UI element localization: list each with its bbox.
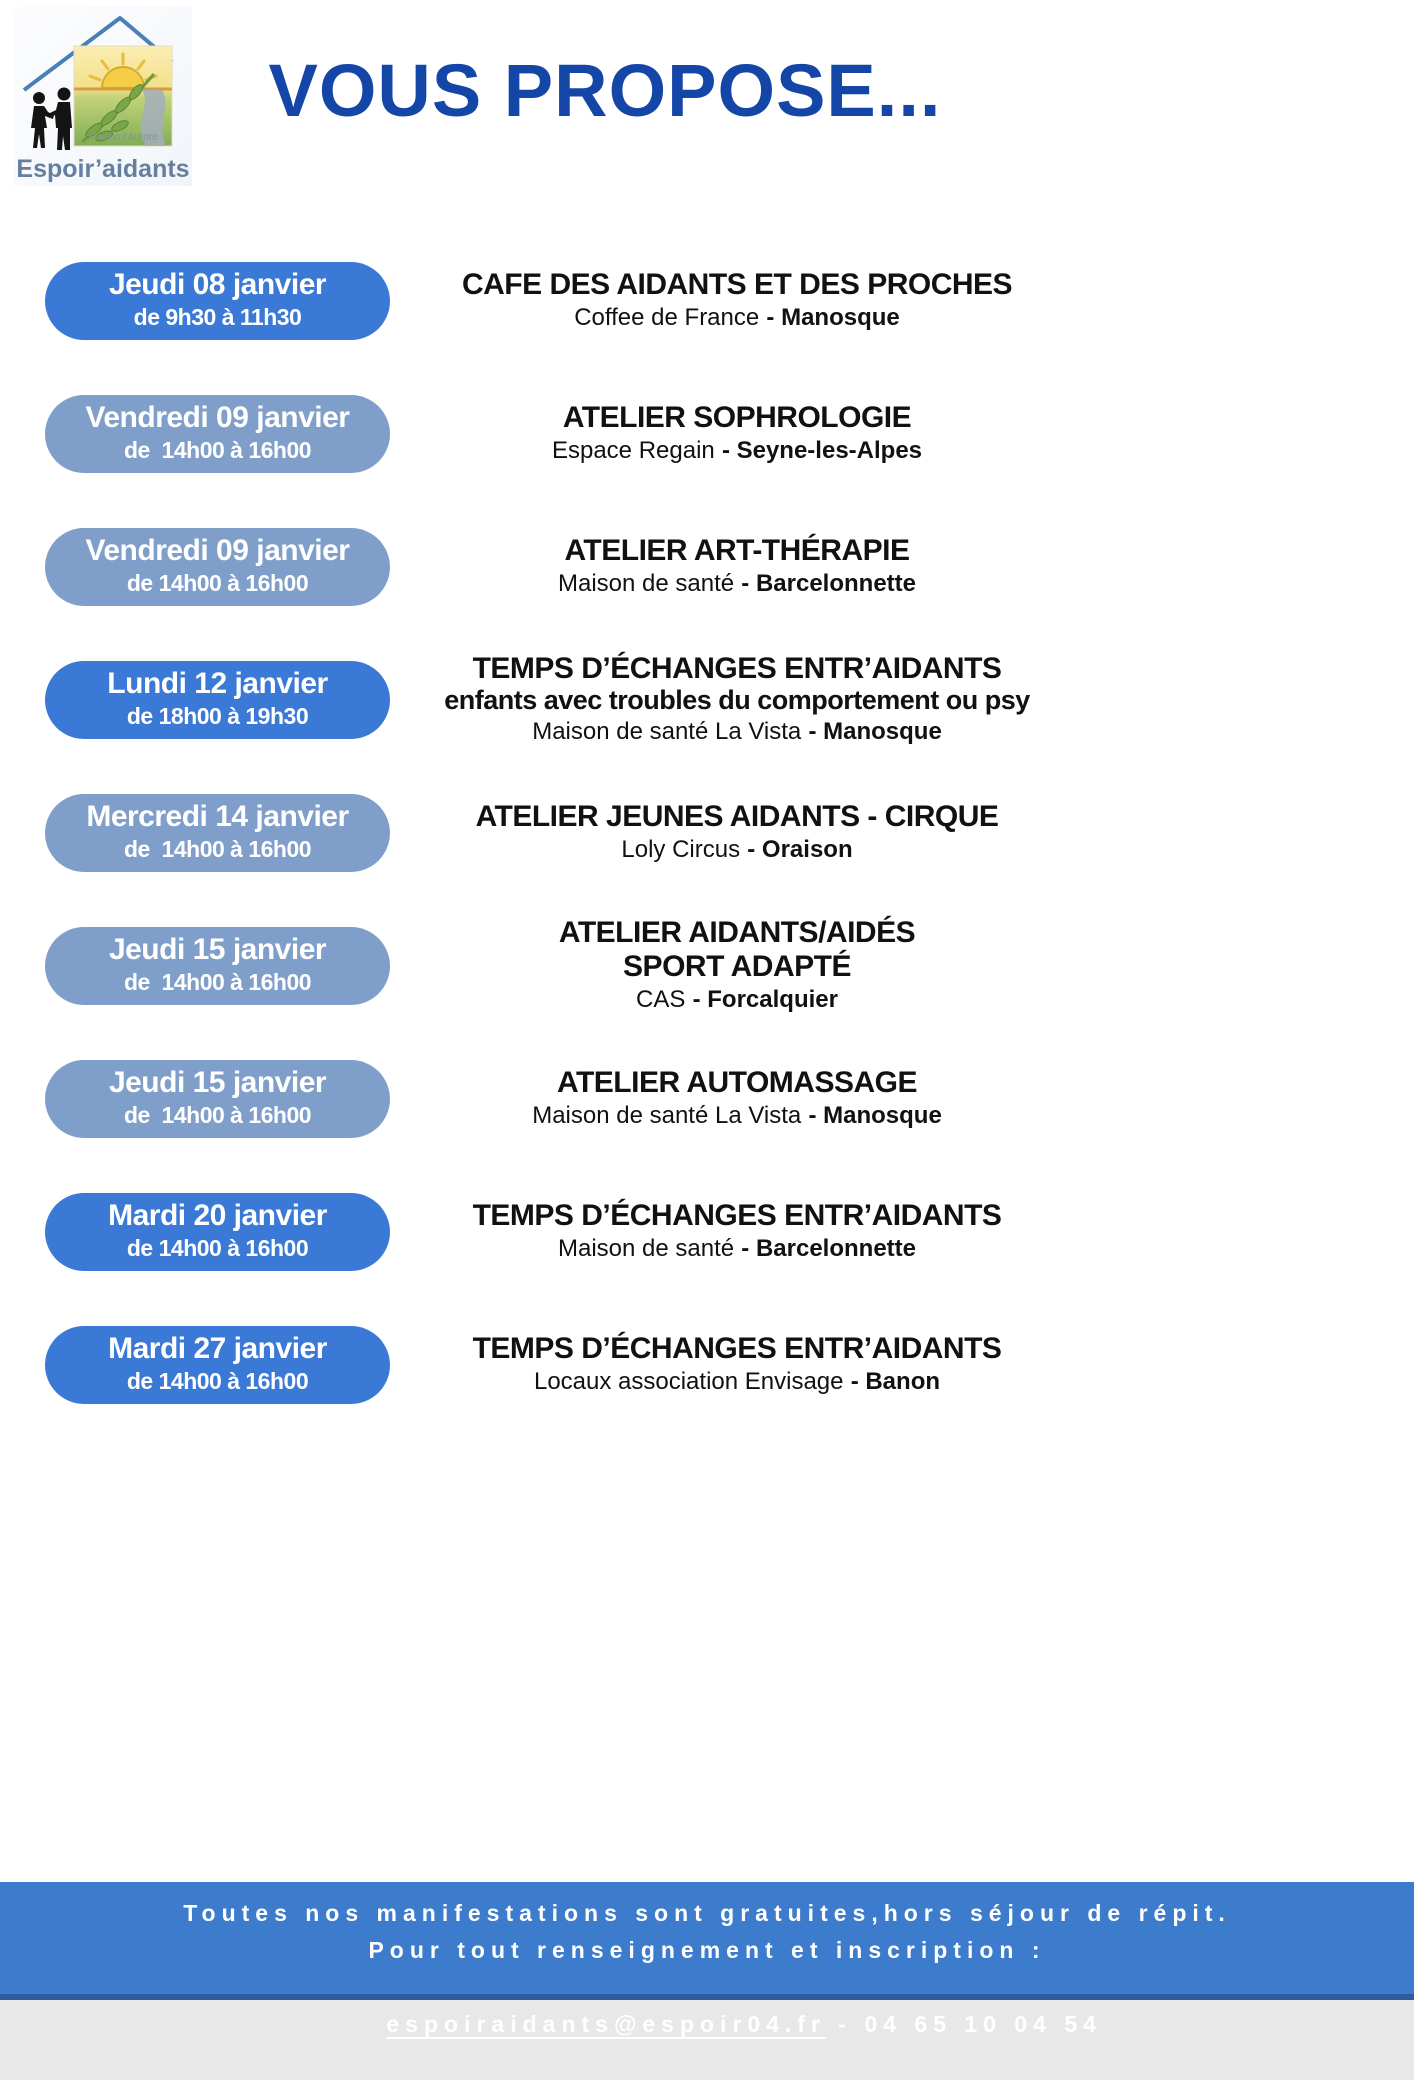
event-date-pill xyxy=(45,395,390,473)
event-venue: Locaux association Envisage xyxy=(533,1367,844,1395)
event-venue-line xyxy=(390,569,1084,599)
event-venue-line xyxy=(390,1367,1084,1397)
footer-line-contact xyxy=(0,1969,1414,2080)
event-date: Jeudi 15 janvier xyxy=(108,933,327,967)
event-title: TEMPS D’ÉCHANGES ENTR’AIDANTS xyxy=(472,651,1002,685)
event-title: ATELIER AUTOMASSAGE xyxy=(557,1066,917,1100)
event-venue-line xyxy=(390,1234,1084,1264)
event-date: Jeudi 08 janvier xyxy=(108,268,327,302)
logo-caption-text: Maison l’Aurore xyxy=(88,132,158,143)
event-time: de 14h00 à 16h00 xyxy=(123,1101,312,1128)
event-date: Mardi 20 janvier xyxy=(108,1199,327,1233)
event-row xyxy=(0,500,1414,633)
event-date-pill xyxy=(45,528,390,606)
event-row xyxy=(0,766,1414,899)
event-note: enfants avec troubles du comportement ou psy xyxy=(444,685,1030,716)
event-title: TEMPS D’ÉCHANGES ENTR’AIDANTS xyxy=(472,1332,1002,1366)
event-row xyxy=(0,234,1414,367)
event-venue: CAS xyxy=(636,985,686,1013)
phone-number: 04 65 10 04 54 xyxy=(864,2011,1102,2037)
event-time: de 14h00 à 16h00 xyxy=(126,1367,309,1394)
event-time: de 14h00 à 16h00 xyxy=(126,569,309,596)
event-venue-line xyxy=(390,303,1084,333)
event-date-pill xyxy=(45,1193,390,1271)
event-time: de 18h00 à 19h30 xyxy=(126,702,309,729)
event-city: - Barcelonnette xyxy=(741,569,916,597)
header xyxy=(0,0,1414,190)
event-date-pill xyxy=(45,661,390,739)
event-date-pill xyxy=(45,1060,390,1138)
event-title: CAFE DES AIDANTS ET DES PROCHES xyxy=(461,268,1013,302)
event-city: - Manosque xyxy=(808,718,942,746)
event-city: - Banon xyxy=(850,1367,941,1395)
people-shaking-hands-icon xyxy=(31,88,72,151)
event-venue: Loly Circus xyxy=(621,835,741,863)
event-details xyxy=(390,1332,1084,1397)
footer xyxy=(0,1882,1414,2037)
events-list xyxy=(0,190,1414,1431)
event-title: ATELIER ART-THÉRAPIE xyxy=(564,534,910,568)
event-date: Jeudi 15 janvier xyxy=(108,1066,327,1100)
event-time: de 14h00 à 16h00 xyxy=(123,835,312,862)
event-date: Lundi 12 janvier xyxy=(107,667,328,701)
page-title: VOUS PROPOSE... xyxy=(268,49,942,132)
email-link[interactable]: espoiraidants@espoir04.fr xyxy=(386,2011,826,2037)
event-title: ATELIER JEUNES AIDANTS - CIRQUE xyxy=(475,800,999,834)
event-city: - Manosque xyxy=(766,303,900,331)
event-row xyxy=(0,1298,1414,1431)
event-title: TEMPS D’ÉCHANGES ENTR’AIDANTS xyxy=(472,1199,1002,1233)
event-row xyxy=(0,633,1414,766)
event-details xyxy=(390,268,1084,333)
event-title-line-2: SPORT ADAPTÉ xyxy=(623,950,851,983)
house-sun-logo-icon xyxy=(14,6,192,154)
event-city: - Barcelonnette xyxy=(741,1234,916,1262)
event-venue: Espace Regain xyxy=(551,436,715,464)
event-venue: Maison de santé La Vista xyxy=(532,718,802,746)
event-details xyxy=(390,916,1084,1014)
event-details xyxy=(390,534,1084,599)
event-details xyxy=(390,1066,1084,1131)
event-date: Vendredi 09 janvier xyxy=(85,534,350,568)
event-venue-line xyxy=(390,436,1084,466)
event-date: Vendredi 09 janvier xyxy=(85,401,350,435)
event-date-pill xyxy=(45,794,390,872)
event-venue-line xyxy=(390,985,1084,1015)
event-venue-line xyxy=(390,717,1084,747)
event-venue: Coffee de France xyxy=(574,303,760,331)
event-details xyxy=(390,1199,1084,1264)
event-date: Mardi 27 janvier xyxy=(108,1332,327,1366)
event-title: ATELIER SOPHROLOGIE xyxy=(562,401,912,435)
event-city: - Manosque xyxy=(808,1101,942,1129)
org-name: Espoir’aidants xyxy=(16,155,190,183)
event-title: ATELIER AIDANTS/AIDÉS xyxy=(558,916,916,950)
event-city: - Oraison xyxy=(747,835,853,863)
event-city: - Forcalquier xyxy=(692,985,838,1013)
event-venue-line xyxy=(390,835,1084,865)
sun-landscape-drawing xyxy=(74,46,172,146)
contact-separator: - xyxy=(825,2011,865,2037)
event-row xyxy=(0,367,1414,500)
event-row xyxy=(0,1032,1414,1165)
event-row xyxy=(0,899,1414,1032)
event-date-pill xyxy=(45,262,390,340)
event-venue: Maison de santé xyxy=(558,1234,735,1262)
event-time: de 14h00 à 16h00 xyxy=(123,968,312,995)
event-date-pill xyxy=(45,927,390,1005)
event-venue: Maison de santé xyxy=(558,569,735,597)
event-venue-line xyxy=(390,1101,1084,1131)
event-venue: Maison de santé La Vista xyxy=(532,1101,802,1129)
footer-line-contact-intro: Pour tout renseignement et inscription : xyxy=(368,1937,1046,1963)
event-details xyxy=(390,401,1084,466)
event-time: de 14h00 à 16h00 xyxy=(123,436,312,463)
event-date: Mercredi 14 janvier xyxy=(86,800,349,834)
event-time: de 9h30 à 11h30 xyxy=(133,303,302,330)
event-time: de 14h00 à 16h00 xyxy=(126,1234,309,1261)
association-logo xyxy=(14,6,192,186)
event-details xyxy=(390,800,1084,865)
event-date-pill xyxy=(45,1326,390,1404)
event-city: - Seyne-les-Alpes xyxy=(721,436,923,464)
event-row xyxy=(0,1165,1414,1298)
event-details xyxy=(390,652,1084,748)
footer-line-free-events: Toutes nos manifestations sont gratuites,hors séjour de répit. xyxy=(183,1900,1231,1926)
